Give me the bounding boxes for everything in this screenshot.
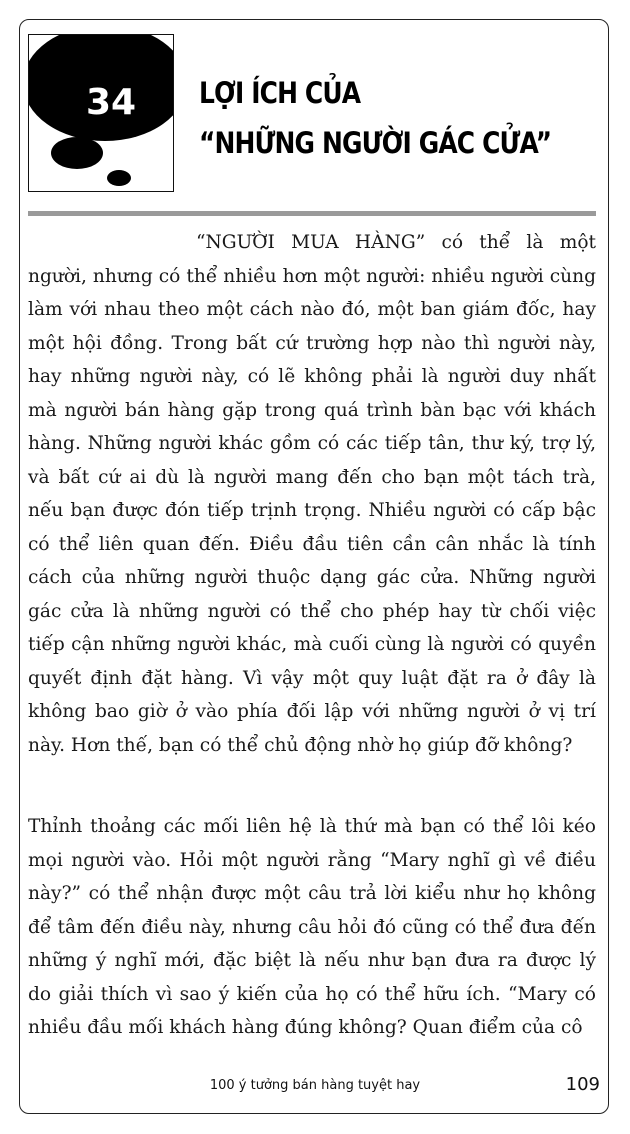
title-divider: [28, 211, 596, 216]
chapter-badge: [28, 34, 174, 192]
body-paragraph: Thỉnh thoảng các mối liên hệ là thứ mà bạn có thể lôi kéo mọi người vào. Hỏi một người rằng “Mary nghĩ gì về điều này?” có thể nhận được một câu trả lời kiểu như họ không để tâm đến điều này, nhưng câu hỏi đó cũng có thể đưa đến những ý nghĩ mới, đặc biệt là nếu như bạn đưa ra được lý do giải thích vì sao ý kiến của họ có thể hữu ích. “Mary có nhiều đầu mối khách hàng đúng không? Quan điểm của cô: [28, 816, 596, 1038]
body-paragraph: “NGƯỜI MUA HÀNG” có thể là một người, nhưng có thể nhiều hơn một người: nhiều người cùng làm với nhau theo một cách nào đó, một ban giám đốc, hay một hội đồng. Trong bất cứ trường hợp nào thì người này, hay những người này, có lẽ không phải là người duy nhất mà người bán hàng gặp trong quá trình bàn bạc với khách hàng. Những người khác gồm có các tiếp tân, thư ký, trợ lý, và bất cứ ai dù là người mang đến cho bạn một tách trà, nếu bạn được đón tiếp trịnh trọng. Nhiều người có cấp bậc có thể liên quan đến. Điều đầu tiên cần cân nhắc là tính cách của những người thuộc dạng gác cửa. Những người gác cửa là những người có thể cho phép hay từ chối việc tiếp cận những người khác, mà cuối cùng là người có quyền quyết định đặt hàng. Vì vậy một quy luật đặt ra ở đây là không bao giờ ở vào phía đối lập với những người ở vị trí này. Hơn thế, bạn có thể chủ động nhờ họ giúp đỡ không?: [28, 232, 596, 756]
running-footer: 100 ý tưởng bán hàng tuyệt hay: [209, 1078, 421, 1093]
chapter-title: [199, 68, 552, 168]
chapter-title-line2: “NHỮNG NGƯỜI GÁC CỬA”: [199, 126, 552, 160]
chapter-title-line1: LỢI ÍCH CỦA: [199, 76, 361, 110]
page-number: 109: [565, 1074, 600, 1095]
chapter-number: 34: [85, 82, 137, 123]
